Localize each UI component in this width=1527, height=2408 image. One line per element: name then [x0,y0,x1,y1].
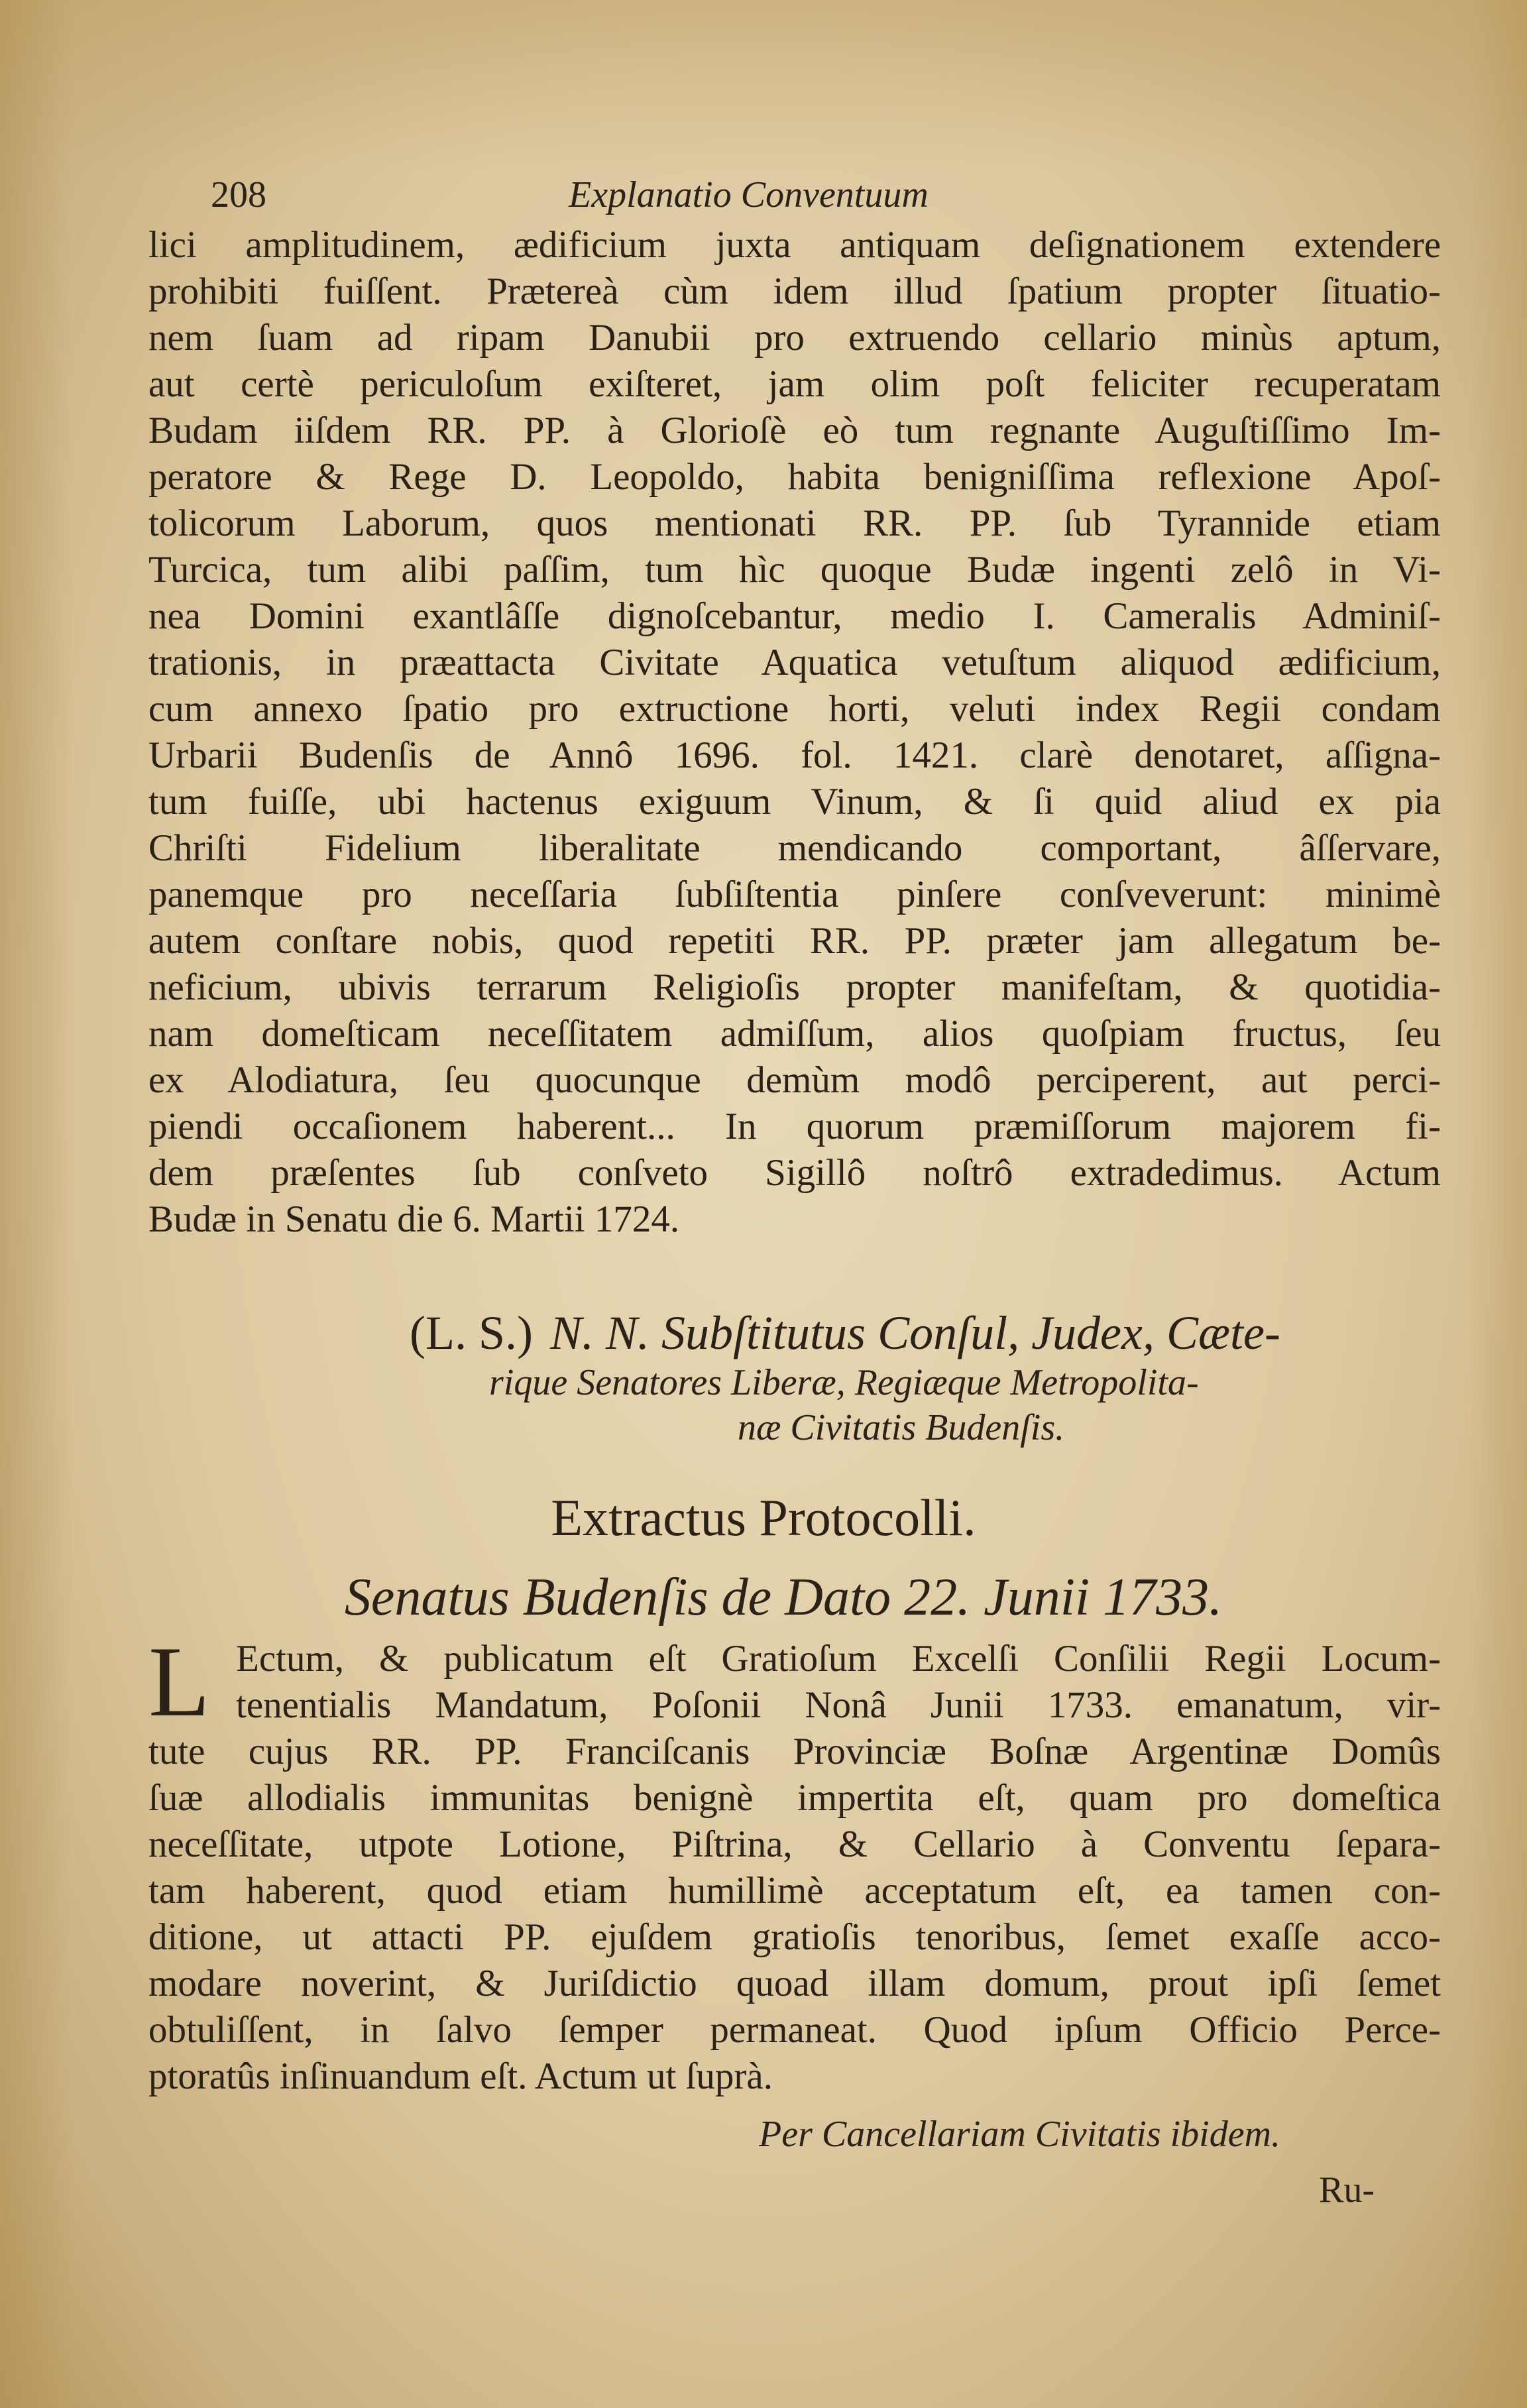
text-line: autem conſtare nobis, quod repetiti RR. PP. præter jam allegatum be- [148,920,1441,962]
text-line: ſuæ allodialis immunitas benignè impertita eſt, quam pro domeſtica [148,1777,1441,1819]
text-line: Ectum, & publicatum eſt Gratioſum Excelſi Conſilii Regii Locum- [236,1638,1441,1680]
text-line: obtuliſſent, in ſalvo ſemper permaneat. Quod ipſum Officio Perce- [148,2009,1441,2051]
text-line: nem ſuam ad ripam Danubii pro extruendo cellario minùs aptum, [148,317,1441,359]
seal-line: næ Civitatis Budenſis. [738,1407,1065,1448]
page-header [211,174,999,220]
text-line: neficium, ubivis terrarum Religioſis propter manifeſtam, & quotidia- [148,966,1441,1008]
text-line: aut certè periculoſum exiſteret, jam olim poſt feliciter recuperatam [148,363,1441,405]
paper-stain-left [0,0,73,2408]
text-line: tum fuiſſe, ubi hactenus exiguum Vinum, & ſi quid aliud ex pia [148,781,1441,823]
text-line: Urbarii Budenſis de Annô 1696. fol. 1421. clarè denotaret, aſſigna- [148,734,1441,776]
text-line: tam haberent, quod etiam humillimè acceptatum eſt, ea tamen con- [148,1870,1441,1912]
seal-signatories: N. N. Subſtitutus Conſul, Judex, Cæte- [549,1306,1280,1359]
text-line: neceſſitate, utpote Lotione, Piſtrina, & Cellario à Conventu ſepara- [148,1823,1441,1865]
paper-stain-top [0,0,1527,172]
text-line: ex Alodiatura, ſeu quocunque demùm modô perciperent, aut perci- [148,1059,1441,1101]
text-line: Turcica, tum alibi paſſim, tum hìc quoque Budæ ingenti zelô in Vi- [148,549,1441,591]
text-line: cum annexo ſpatio pro extructione horti, veluti index Regii condam [148,688,1441,730]
text-line: ptoratûs inſinuandum eſt. Actum ut ſuprà. [148,2055,773,2097]
text-line: nam domeſticam neceſſitatem admiſſum, alios quoſpiam fructus, ſeu [148,1013,1441,1055]
catchword: Ru- [1319,2169,1375,2210]
page-number: 208 [211,174,266,215]
text-line: prohibiti fuiſſent. Prætereà cùm idem illud ſpatium propter ſituatio- [148,270,1441,312]
text-line: piendi occaſionem haberent... In quorum præmiſſorum majorem fi- [148,1106,1441,1147]
seal-block [410,1306,1443,1450]
text-line: ditione, ut attacti PP. ejuſdem gratioſis tenoribus, ſemet exaſſe acco- [148,1916,1441,1958]
extract-subtitle: Senatus Budenſis de Dato 22. Junii 1733. [344,1568,1223,1627]
text-line: modare noverint, & Juriſdictio quoad illam domum, prout ipſi ſemet [148,1963,1441,2004]
seal-line [410,1306,1443,1360]
text-line: Chriſti Fidelium liberalitate mendicando comportant, âſſervare, [148,827,1441,869]
drop-cap: L [148,1626,210,1737]
text-line: dem præſentes ſub conſveto Sigillô noſtrô extradedimus. Actum [148,1152,1441,1194]
text-line: tenentialis Mandatum, Poſonii Nonâ Junii 1733. emanatum, vir- [236,1684,1441,1726]
paragraph-2 [148,1636,1441,2100]
text-line: trationis, in præattacta Civitate Aquatica vetuſtum aliquod ædificium, [148,642,1441,683]
locus-sigilli: (L. S.) [410,1306,533,1359]
chancery-signature: Per Cancellariam Civitatis ibidem. [759,2114,1281,2155]
running-head: Explanatio Conventuum [569,174,929,215]
seal-line: rique Senatores Liberæ, Regiæque Metropolita- [489,1362,1199,1403]
text-line: tolicorum Laborum, quos mentionati RR. PP. ſub Tyrannide etiam [148,502,1441,544]
extract-title: Extractus Protocolli. [551,1489,976,1546]
paragraph-1 [148,222,1441,1243]
paper-stain-right [1467,0,1527,2408]
text-line: panemque pro neceſſaria ſubſiſtentia pinſere conſveverunt: minimè [148,874,1441,915]
text-line: tute cujus RR. PP. Franciſcanis Provinciæ Boſnæ Argentinæ Domûs [148,1731,1441,1772]
text-line: Budam iiſdem RR. PP. à Glorioſè eò tum regnante Auguſtiſſimo Im- [148,410,1441,451]
text-line: lici amplitudinem, ædificium juxta antiquam deſignationem extendere [148,224,1441,266]
text-line: Budæ in Senatu die 6. Martii 1724. [148,1198,680,1240]
text-line: nea Domini exantlâſſe dignoſcebantur, medio I. Cameralis Adminiſ- [148,595,1441,637]
text-line: peratore & Rege D. Leopoldo, habita benigniſſima reflexione Apoſ- [148,456,1441,498]
